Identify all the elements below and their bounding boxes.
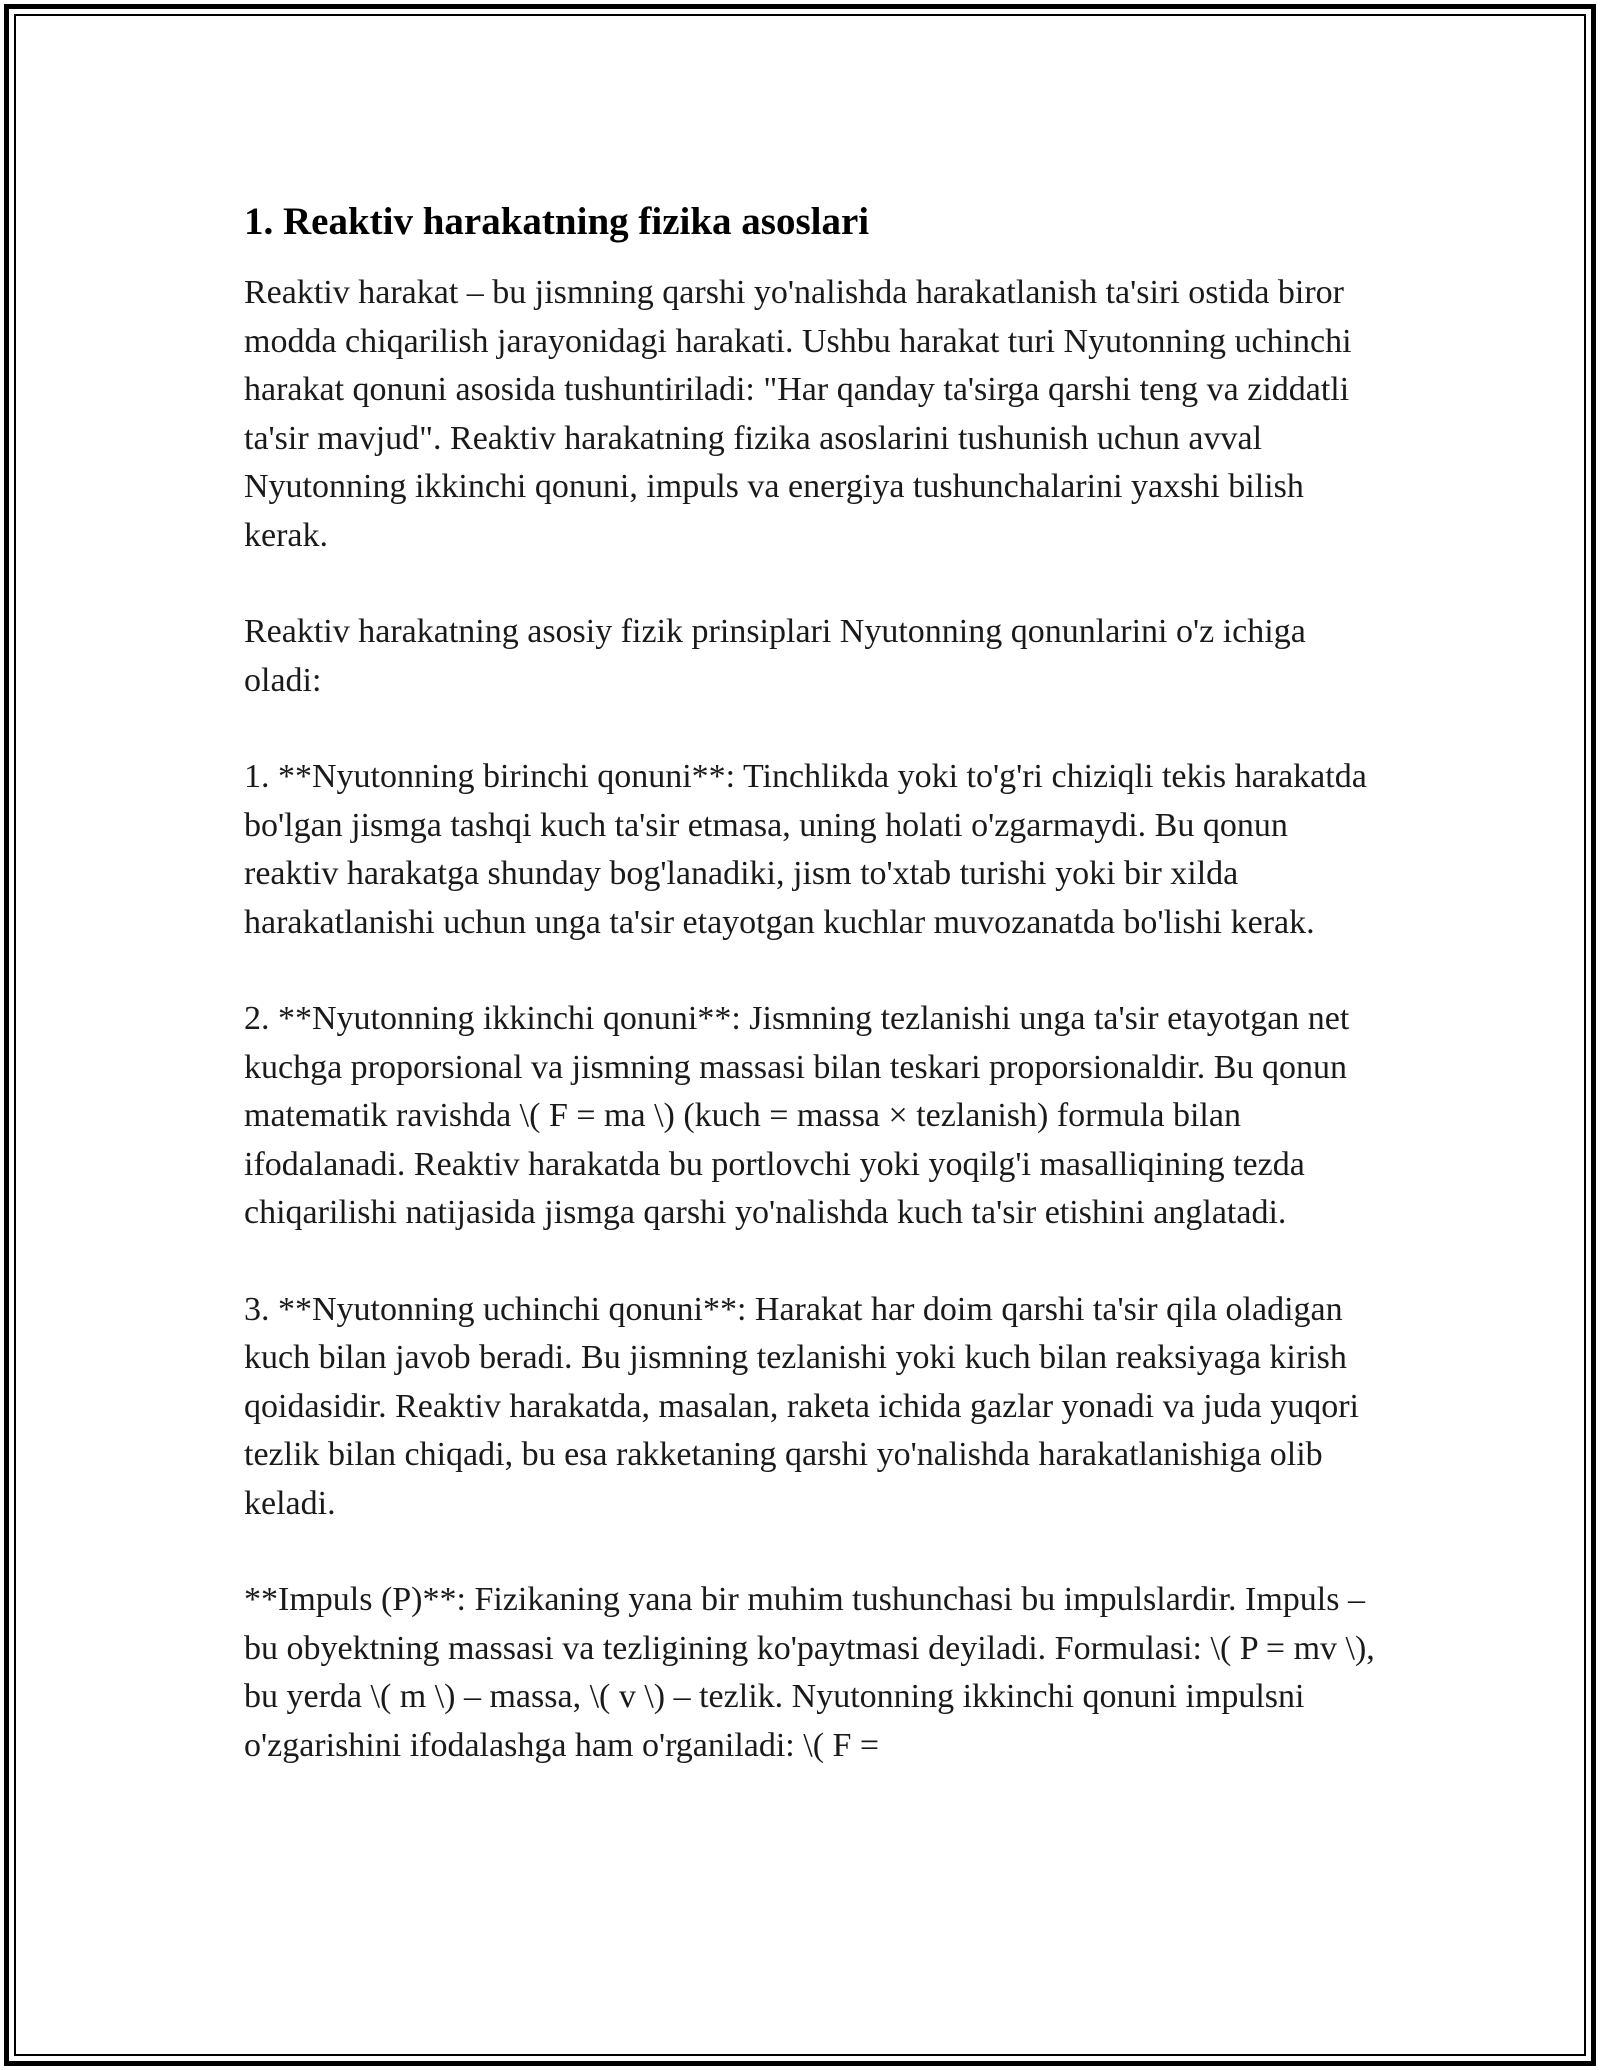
paragraph-second-law: 2. **Nyutonning ikkinchi qonuni**: Jismning tezlanishi unga ta'sir etayotgan net kuchga proporsional va jismning massasi bilan teskari proporsionaldir. Bu qonun matematik ravishda \( F = ma \) (kuch = massa × tezlanish) formula bilan ifodalanadi. Reaktiv harakatda bu portlovchi yoki yoqilg'i masalliqining tezda chiqarilishi natijasida jismga qarshi yo'nalishda kuch ta'sir etishini anglatadi. [244,1000,1350,1231]
paragraph-intro: Reaktiv harakat – bu jismning qarshi yo'nalishda harakatlanish ta'siri ostida biror modda chiqarilish jarayonidagi harakati. Ushbu harakat turi Nyutonning uchinchi harakat qonuni asosida tushuntiriladi: "Har qanday ta'sirga qarshi teng va ziddatli ta'sir mavjud". Reaktiv harakatning fizika asoslarini tushunish uchun avval Nyutonning ikkinchi qonuni, impuls va energiya tushunchalarini yaxshi bilish kerak. [244,274,1352,554]
page-border [4,4,1596,2066]
paragraph-first-law: 1. **Nyutonning birinchi qonuni**: Tinchlikda yoki to'g'ri chiziqli tekis harakatda bo'lgan jismga tashqi kuch ta'sir etmasa, uning holati o'zgarmaydi. Bu qonun reaktiv harakatga shunday bog'lanadiki, jism to'xtab turishi yoki bir xilda harakatlanishi uchun unga ta'sir etayotgan kuchlar muvozanatda bo'lishi kerak. [244,758,1367,941]
paragraph-principles: Reaktiv harakatning asosiy fizik prinsiplari Nyutonning qonunlarini o'z ichiga oladi: [244,613,1306,699]
paragraph-impulse: **Impuls (P)**: Fizikaning yana bir muhim tushunchasi bu impulslardir. Impuls – bu obyektning massasi va tezligining ko'paytmasi deyiladi. Formulasi: \( P = mv \), bu yerda \( m \) – massa, \( v \) – tezlik. Nyutonning ikkinchi qonuni impulsni o'zgarishini ifodalashga ham o'rganiladi: \( F = [244,1581,1375,1764]
document-body [244,195,1379,1818]
paragraph-third-law: 3. **Nyutonning uchinchi qonuni**: Harakat har doim qarshi ta'sir qila oladigan kuch bilan javob beradi. Bu jismning tezlanishi yoki kuch bilan reaksiyaga kirish qoidasidir. Reaktiv harakatda, masalan, raketa ichida gazlar yonadi va juda yuqori tezlik bilan chiqadi, bu esa rakketaning qarshi yo'nalishda harakatlanishiga olib keladi. [244,1290,1359,1522]
section-heading: 1. Reaktiv harakatning fizika asoslari [244,200,870,243]
